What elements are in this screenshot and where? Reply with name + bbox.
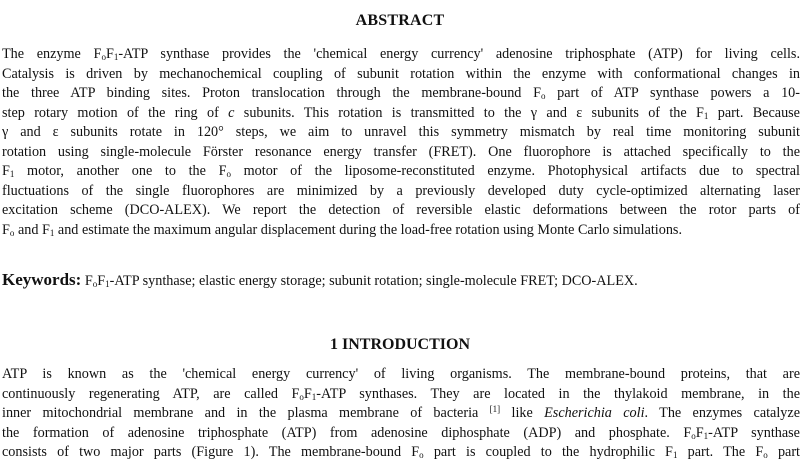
abstract-line-8: fluctuations of the single fluorophores are minimized by a previously developed duty cycle-optimized alternating laser: [2, 182, 800, 199]
introduction-body: [2, 365, 800, 463]
abstract-heading: ABSTRACT: [355, 12, 445, 29]
keywords-line: Keywords: $F_oF_1$-ATP synthase; elastic energy storage; subunit rotation; single-molecule FRET; DCO-ALEX.: [2, 270, 638, 289]
intro-line-2: continuously regenerating ATP, are called $F_oF_1$-ATP synthases. They are located in the thylakoid membrane, in the: [2, 385, 800, 402]
abstract-line-3: the three ATP binding sites. Proton translocation through the membrane-bound $F_o$ part of ATP synthase powers a 10-: [2, 85, 800, 101]
abstract-line-1: The enzyme $F_oF_1$-ATP synthase provides the 'chemical energy currency' adenosine triphosphate (ATP) for living cells.: [2, 46, 800, 62]
abstract-line-2: Catalysis is driven by mechanochemical coupling of subunit rotation within the enzyme with conformational changes in: [2, 65, 800, 82]
intro-line-4: the formation of adenosine triphosphate (ATP) from adenosine diphosphate (ADP) and phosphate. $F_oF_1$-ATP synthase: [2, 424, 800, 441]
introduction-heading: 1 INTRODUCTION: [329, 336, 470, 353]
intro-line-3: inner mitochondrial membrane and in the plasma membrane of bacteria [1] like Escherichia coli. The enzymes catalyze: [2, 404, 800, 421]
citation-ref: [1]: [489, 404, 501, 414]
abstract-line-4: step rotary motion of the ring of c subunits. This rotation is transmitted to the γ and ε subunits of the $F_1$ part. Because: [2, 104, 800, 121]
keywords-label: Keywords:: [2, 270, 82, 289]
abstract-line-7: $F_1$ motor, another one to the $F_o$ motor of the liposome-reconstituted enzyme. Photophysical artifacts due to spectral: [2, 163, 800, 179]
abstract-line-10: $F_o$ and $F_1$ and estimate the maximum angular displacement during the load-free rotation using Monte Carlo simulations.: [2, 221, 683, 238]
abstract-line-5: γ and ε subunits rotate in 120° steps, we aim to unravel this symmetry mismatch by real time monitoring subunit: [2, 124, 800, 140]
intro-line-5: consists of two major parts (Figure 1). The membrane-bound $F_o$ part is coupled to the hydrophilic $F_1$ part. The $F_o$ part: [2, 444, 800, 460]
abstract-line-6: rotation using single-molecule Förster resonance energy transfer (FRET). One fluorophore is attached specifically to the: [2, 143, 800, 160]
intro-line-1: ATP is known as the 'chemical energy currency' of living organisms. The membrane-bound proteins, that are: [2, 366, 800, 382]
abstract-body: [2, 45, 800, 240]
abstract-line-9: excitation scheme (DCO-ALEX). We report the detection of reversible elastic deformations between the rotor parts of: [2, 202, 800, 218]
